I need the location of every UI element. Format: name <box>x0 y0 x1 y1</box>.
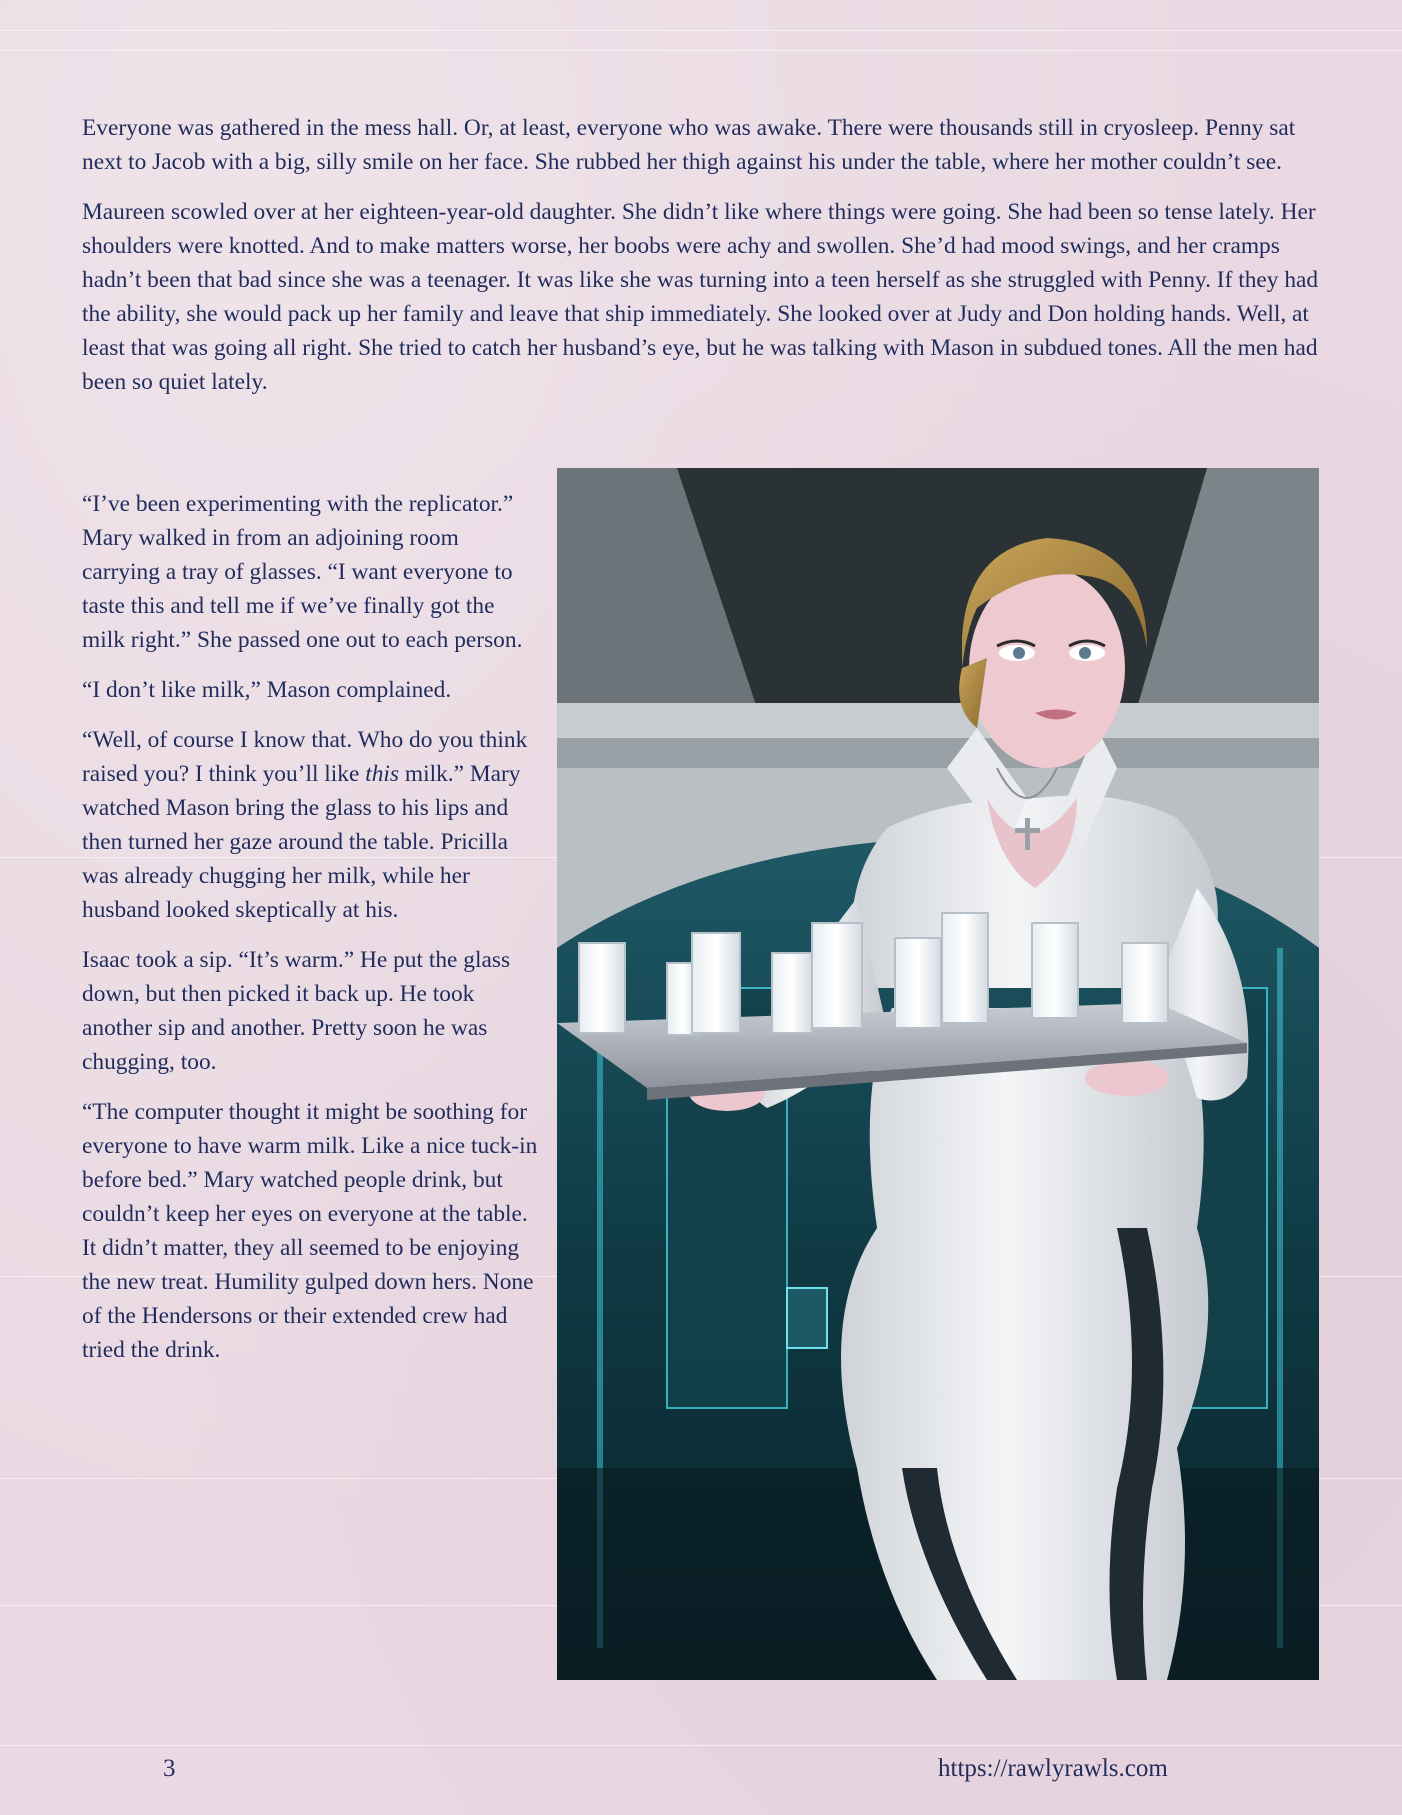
paragraph <box>82 723 542 927</box>
paragraph: Everyone was gathered in the mess hall. Or, at least, everyone who was awake. There were thousands still in cryosleep. Penny sat next to Jacob with a big, silly smile on her face. She rubbed her thigh against his under the table, where her mother couldn’t see. <box>82 115 1296 175</box>
illustration-artwork <box>557 468 1319 1680</box>
paper-rule <box>0 50 1402 51</box>
page-number: 3 <box>163 1755 176 1782</box>
body-text-full-width <box>82 111 1322 415</box>
paper-rule <box>0 1745 1402 1746</box>
paragraph: “I don’t like milk,” Mason complained. <box>82 677 452 703</box>
paragraph: “I’ve been experimenting with the replicator.” Mary walked in from an adjoining room carrying a tray of glasses. “I want everyone to taste this and tell me if we’ve finally got the milk right.” She passed one out to each person. <box>82 491 523 653</box>
paragraph: Maureen scowled over at her eighteen-year-old daughter. She didn’t like where things were going. She had been so tense lately. Her shoulders were knotted. And to make matters worse, her boobs were achy and swollen. She’d had mood swings, and her cramps hadn’t been that bad since she was a teenager. It was like she was turning into a teen herself as she struggled with Penny. If they had the ability, she would pack up her family and leave that ship immediately. She looked over at Judy and Don holding hands. Well, at least that was going all right. She tried to catch her husband’s eye, but he was talking with Mason in subdued tones. All the men had been so quiet lately. <box>82 199 1319 395</box>
text-run: “Well, of course I know that. Who do you think raised you? I think you’ll like <box>82 727 528 787</box>
body-text-column <box>82 487 542 1383</box>
paragraph: “The computer thought it might be soothing for everyone to have warm milk. Like a nice tuck-in before bed.” Mary watched people drink, but couldn’t keep her eyes on everyone at the table. It didn’t matter, they all seemed to be enjoying the new treat. Humility gulped down hers. None of the Hendersons or their extended crew had tried the drink. <box>82 1099 538 1363</box>
text-run: milk.” Mary watched Mason bring the glass to his lips and then turned her gaze around the table. Pricilla was already chugging her milk, while her husband looked skeptically at his. <box>82 761 521 923</box>
paragraph: Isaac took a sip. “It’s warm.” He put the glass down, but then picked it back up. He took another sip and another. Pretty soon he was chugging, too. <box>82 947 511 1075</box>
illustration-figure <box>557 468 1319 1680</box>
emphasis-text: this <box>365 761 400 787</box>
paper-rule <box>0 30 1402 31</box>
footer-url: https://rawlyrawls.com <box>938 1755 1168 1782</box>
